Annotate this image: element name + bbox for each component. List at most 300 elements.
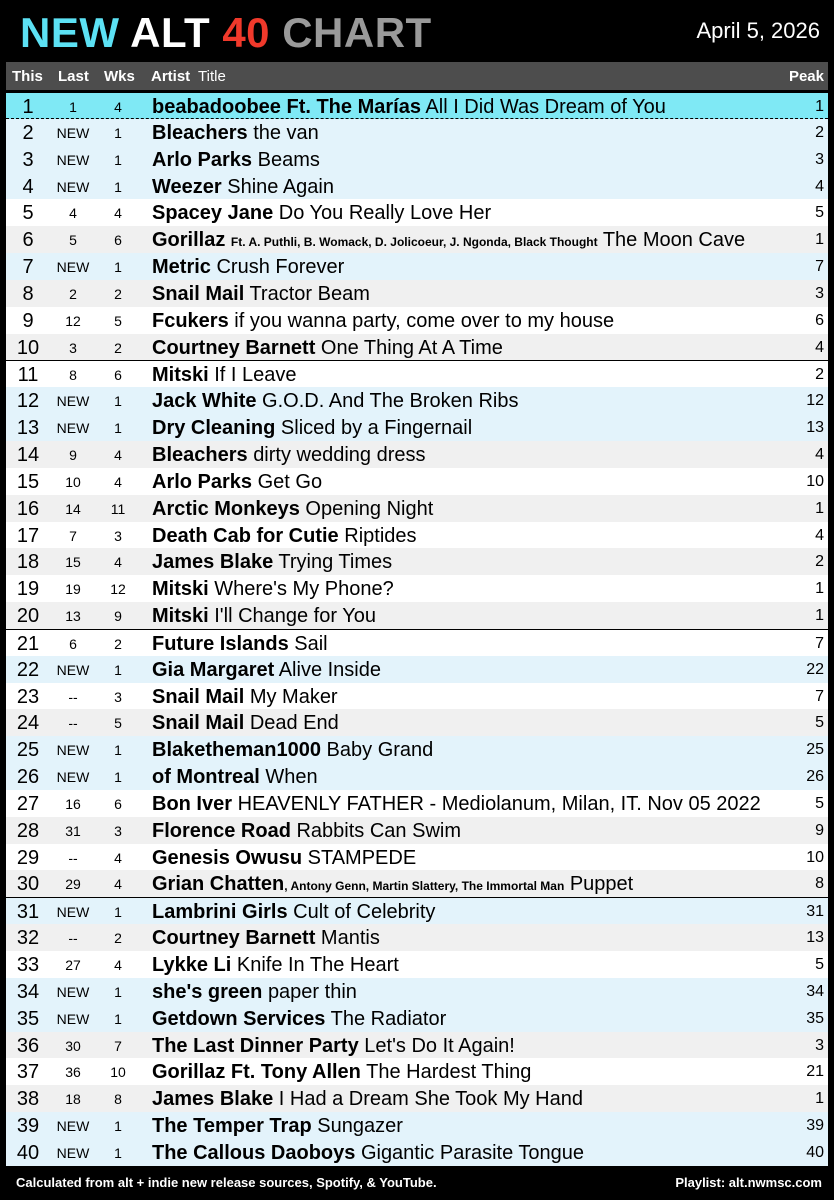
row-peak: 10 [806,848,824,866]
row-weeks: 9 [114,608,122,625]
chart-row [6,280,828,307]
row-artist: Arlo Parks [152,470,253,493]
chart-row [6,334,828,361]
chart-row [6,763,828,790]
row-title: Do You Really Love Her [278,202,492,225]
row-last-week: 14 [65,500,81,517]
row-title: Gigantic Parasite Tongue [360,1141,585,1164]
row-artist: she's green [152,980,263,1003]
row-position: 5 [22,202,34,225]
row-weeks: 3 [114,527,122,544]
row-last-week: 2 [69,285,77,302]
row-position: 11 [17,364,39,387]
row-title: Let's Do It Again! [364,1034,515,1057]
row-title: Beams [257,148,320,171]
row-title: My Maker [249,685,338,708]
row-song [152,444,426,467]
row-peak: 8 [815,875,824,893]
row-peak: 5 [815,794,824,812]
row-peak: 21 [806,1063,824,1081]
row-artist: Lykke Li [152,954,232,976]
row-weeks: 4 [114,205,122,222]
row-song [152,578,394,601]
row-artist: Gorillaz [152,229,226,252]
row-last-week: NEW [56,124,90,141]
row-peak: 12 [806,392,824,410]
row-last-week: 29 [65,876,81,893]
row-peak: 1 [815,231,824,249]
row-song [152,364,297,387]
chart-row [6,495,828,522]
row-title: If I Leave [214,364,297,387]
row-last-week: 30 [65,1037,81,1054]
chart-row [6,602,828,629]
row-position: 24 [16,712,40,735]
row-peak: 3 [815,284,824,302]
chart-row [6,548,828,575]
row-peak: 5 [815,956,824,973]
row-artist: Gia Margaret [152,658,275,681]
chart-header [0,0,834,62]
row-song [152,498,433,521]
row-featured-artists: , Antony Genn, Martin Slattery, The Immortal Man [284,879,565,894]
row-peak: 26 [806,768,824,786]
row-weeks: 1 [114,1010,122,1027]
row-weeks: 5 [114,715,122,732]
chart-row [6,414,828,441]
row-position: 3 [22,148,34,171]
row-last-week: 10 [65,473,81,490]
row-peak: 4 [815,177,824,195]
row-song [152,633,328,656]
row-title: Trying Times [278,551,393,574]
row-peak: 3 [815,150,824,168]
row-position: 39 [16,1115,40,1138]
row-position: 23 [16,685,40,708]
row-title: HEAVENLY FATHER - Mediolanum, Milan, IT. Nov 05 2022 [237,792,761,815]
row-last-week: NEW [56,661,90,678]
row-title: One Thing At A Time [320,336,503,359]
row-song [152,471,322,494]
row-last-week: NEW [56,151,90,168]
chart-row [6,360,828,387]
row-position: 36 [16,1034,40,1057]
row-weeks: 3 [114,822,122,839]
row-artist: Future Islands [152,632,289,655]
row-song [152,820,461,843]
row-title: Dead End [249,712,339,735]
row-peak: 34 [806,982,824,1000]
row-weeks: 2 [114,930,122,947]
row-song [152,1035,515,1058]
row-title: Knife In The Heart [236,954,399,976]
row-peak: 7 [815,258,824,276]
row-position: 25 [16,739,40,762]
row-title: The Hardest Thing [366,1061,532,1084]
row-last-week: 16 [65,795,81,812]
row-title: Opening Night [305,497,434,520]
row-peak: 2 [815,366,824,384]
row-weeks: 8 [114,1091,122,1108]
row-artist: Courtney Barnett [152,927,316,950]
row-weeks: 2 [114,635,122,652]
row-last-week: NEW [56,1118,90,1135]
row-artist: The Temper Trap [152,1115,312,1138]
row-position: 30 [16,873,40,896]
chart-row [6,709,828,736]
chart-row [6,441,828,468]
row-peak: 3 [815,1036,824,1054]
column-title: Title [198,68,226,85]
row-song [152,122,319,145]
chart-row [6,1085,828,1112]
column-this: This [12,68,43,85]
row-weeks: 4 [114,876,122,893]
row-artist: Bleachers [152,443,248,466]
row-song [152,766,318,789]
row-position: 15 [16,470,40,493]
row-last-week: 8 [69,367,77,384]
row-song [152,176,334,199]
row-last-week: NEW [56,393,90,410]
row-position: 37 [16,1061,40,1084]
chart-footer [0,1168,834,1200]
row-weeks: 6 [114,232,122,249]
column-last: Last [58,68,89,85]
row-artist: Getdown Services [152,1007,326,1030]
row-position: 21 [16,632,40,655]
row-song [152,793,761,816]
footer-sources: Calculated from alt + indie new release sources, Spotify, & YouTube. [16,1175,437,1190]
row-last-week: NEW [56,742,90,759]
row-artist: Mitski [152,605,209,628]
chart-row [6,226,828,253]
row-weeks: 3 [114,688,122,705]
row-peak: 2 [815,553,824,571]
row-weeks: 4 [114,473,122,490]
chart-row [6,629,828,656]
chart-row [6,844,828,871]
row-artist: Snail Mail [152,282,245,305]
row-artist: Mitski [152,578,209,601]
row-artist: beabadoobee Ft. The Marías [152,96,421,118]
chart-row [6,978,828,1005]
row-artist: Arlo Parks [152,148,253,171]
row-title: Tractor Beam [249,282,370,305]
row-peak: 25 [806,741,824,759]
row-weeks: 7 [114,1037,122,1054]
row-last-week: 36 [65,1064,81,1081]
logo-word-alt: ALT [130,9,211,56]
row-position: 13 [16,417,40,440]
chart-row [6,522,828,549]
row-peak: 1 [815,499,824,517]
row-weeks: 5 [114,312,122,329]
row-title: Riptides [344,524,417,547]
row-weeks: 1 [114,742,122,759]
row-last-week: 5 [69,232,77,249]
row-peak: 9 [815,821,824,839]
row-title: All I Did Was Dream of You [425,96,666,118]
row-peak: 1 [815,580,824,598]
chart-row [6,817,828,844]
row-last-week: NEW [56,420,90,437]
row-title: G.O.D. And The Broken Ribs [262,390,519,413]
row-artist: Blaketheman1000 [152,739,321,762]
chart-row [6,736,828,763]
chart-row [6,897,828,924]
row-last-week: 13 [65,608,81,625]
row-artist: Lambrini Girls [152,901,288,924]
chart-row [6,870,828,897]
row-artist: Genesis Owusu [152,846,303,869]
row-peak: 2 [815,123,824,141]
row-last-week: 31 [65,822,81,839]
row-weeks: 4 [114,957,122,973]
row-artist: Gorillaz Ft. Tony Allen [152,1061,361,1084]
row-song [152,686,338,709]
logo-word-40: 40 [222,9,271,56]
row-peak: 4 [815,526,824,544]
row-artist: Snail Mail [152,685,245,708]
row-title: Crush Forever [216,256,345,279]
row-peak: 13 [806,419,824,437]
row-weeks: 1 [114,178,122,195]
row-position: 1 [22,96,34,118]
row-position: 26 [16,766,40,789]
row-song [152,149,320,172]
row-peak: 5 [815,204,824,222]
row-position: 9 [22,309,34,332]
row-last-week: 4 [69,205,77,222]
chart-row [6,1139,828,1166]
row-song [152,739,433,762]
row-position: 40 [16,1141,40,1164]
row-weeks: 1 [114,1144,122,1161]
logo-word-chart: CHART [282,9,432,56]
row-artist: Bon Iver [152,792,233,815]
row-song [152,605,376,628]
row-title: Mantis [320,927,380,950]
row-song [152,283,370,306]
row-artist: Spacey Jane [152,202,274,225]
row-featured-artists: Ft. A. Puthli, B. Womack, D. Jolicoeur, J. Ngonda, Black Thought [230,235,598,250]
row-title: Sail [294,632,328,655]
row-last-week: 9 [69,446,77,463]
row-last-week: 3 [69,339,77,356]
row-title: Where's My Phone? [214,578,394,601]
row-peak: 39 [806,1117,824,1135]
row-title: Puppet [569,873,634,896]
row-weeks: 11 [110,500,126,517]
row-title: Cult of Celebrity [293,901,436,924]
row-last-week: 12 [65,312,81,329]
row-position: 17 [16,524,40,547]
row-artist: Courtney Barnett [152,336,316,359]
row-position: 6 [22,229,34,252]
chart-row [6,1112,828,1139]
row-position: 20 [16,605,40,628]
chart-row [6,1058,828,1085]
row-position: 12 [16,390,40,413]
row-position: 4 [22,175,34,198]
row-artist: Snail Mail [152,712,245,735]
row-position: 31 [16,901,40,924]
chart-row [6,575,828,602]
row-title: Alive Inside [278,658,381,681]
row-position: 18 [16,551,40,574]
row-title: if you wanna party, come over to my house [234,309,615,332]
row-peak: 7 [815,687,824,705]
row-weeks: 2 [114,285,122,302]
row-song [152,229,745,252]
row-title: Baby Grand [326,739,434,762]
row-title: STAMPEDE [307,846,417,869]
row-last-week: 19 [65,581,81,598]
row-title: The Radiator [330,1007,447,1030]
row-last-week: 1 [69,99,77,115]
row-weeks: 1 [114,983,122,1000]
row-peak: 31 [806,903,824,921]
row-weeks: 6 [114,795,122,812]
row-weeks: 1 [114,420,122,437]
row-weeks: 1 [114,151,122,168]
row-peak: 13 [806,929,824,947]
row-artist: Arctic Monkeys [152,497,300,520]
row-artist: Metric [152,256,211,279]
row-position: 14 [16,443,40,466]
chart-row [6,790,828,817]
row-weeks: 10 [110,1064,126,1081]
row-artist: Mitski [152,364,209,387]
row-song [152,1088,583,1111]
row-peak: 4 [815,445,824,463]
chart-row [6,173,828,200]
row-song [152,1061,531,1084]
row-song [152,1008,446,1031]
row-artist: The Last Dinner Party [152,1034,359,1057]
chart-date: April 5, 2026 [696,18,820,43]
chart-row [6,199,828,226]
row-artist: Fcukers [152,309,229,332]
row-song [152,873,633,896]
chart-row [6,951,828,978]
column-artist: Artist [151,68,191,85]
row-last-week: 27 [65,957,81,973]
row-position: 2 [22,121,34,144]
row-last-week: NEW [56,904,90,921]
row-artist: The Callous Daoboys [152,1141,356,1164]
row-title: The Moon Cave [602,229,746,252]
row-weeks: 1 [114,259,122,276]
row-weeks: 4 [114,849,122,866]
chart-row [6,1032,828,1059]
chart-row [6,656,828,683]
row-title: When [265,766,318,789]
row-peak: 7 [815,634,824,652]
row-last-week: NEW [56,1010,90,1027]
row-title: the van [253,121,319,144]
row-song [152,525,417,548]
row-peak: 1 [815,1090,824,1108]
row-song [152,712,339,735]
chart-row [6,146,828,173]
column-weeks: Wks [104,68,135,85]
row-last-week: NEW [56,769,90,786]
chart-row [6,1005,828,1032]
row-last-week: -- [68,715,78,732]
row-song [152,1115,403,1138]
row-position: 34 [16,980,40,1003]
row-song [152,1142,584,1165]
column-peak: Peak [788,68,824,85]
row-song [152,337,503,360]
row-weeks: 1 [114,661,122,678]
row-last-week: -- [68,849,78,866]
row-title: Rabbits Can Swim [296,819,461,842]
row-peak: 35 [806,1009,824,1027]
row-position: 22 [16,658,40,681]
row-title: paper thin [267,980,357,1003]
row-song [152,981,357,1004]
row-position: 8 [22,282,34,305]
row-position: 35 [16,1007,40,1030]
row-last-week: 6 [69,635,77,652]
row-weeks: 4 [114,446,122,463]
chart-row [6,924,828,951]
row-last-week: 15 [65,554,81,571]
row-song [152,551,392,574]
chart-row [6,683,828,710]
row-last-week: NEW [56,178,90,195]
row-weeks: 1 [114,124,122,141]
chart-logo [20,8,432,58]
logo-word-new: NEW [20,9,120,56]
row-peak: 40 [806,1143,824,1161]
row-position: 27 [16,792,40,815]
row-last-week: -- [68,930,78,947]
row-title: I'll Change for You [214,605,376,628]
row-position: 29 [16,846,40,869]
row-peak: 4 [815,338,824,356]
row-song [152,256,344,279]
column-header-bar [6,62,828,90]
row-artist: Grian Chatten [152,873,285,896]
row-position: 32 [16,927,40,950]
row-peak: 10 [806,472,824,490]
chart-row [6,253,828,280]
chart-row [6,307,828,334]
row-artist: Florence Road [152,819,291,842]
row-song [152,659,381,682]
row-position: 7 [22,256,34,279]
footer-playlist: Playlist: alt.nwmsc.com [675,1175,822,1190]
row-peak: 1 [815,98,824,115]
row-last-week: 18 [65,1091,81,1108]
row-last-week: NEW [56,259,90,276]
row-weeks: 1 [114,393,122,410]
row-title: dirty wedding dress [253,443,426,466]
row-song [152,310,614,333]
row-position: 33 [16,954,40,976]
row-weeks: 1 [114,904,122,921]
row-last-week: NEW [56,983,90,1000]
row-weeks: 1 [114,769,122,786]
row-title: Get Go [257,470,323,493]
row-artist: Weezer [152,175,222,198]
row-song [152,847,416,870]
row-song [152,927,380,950]
